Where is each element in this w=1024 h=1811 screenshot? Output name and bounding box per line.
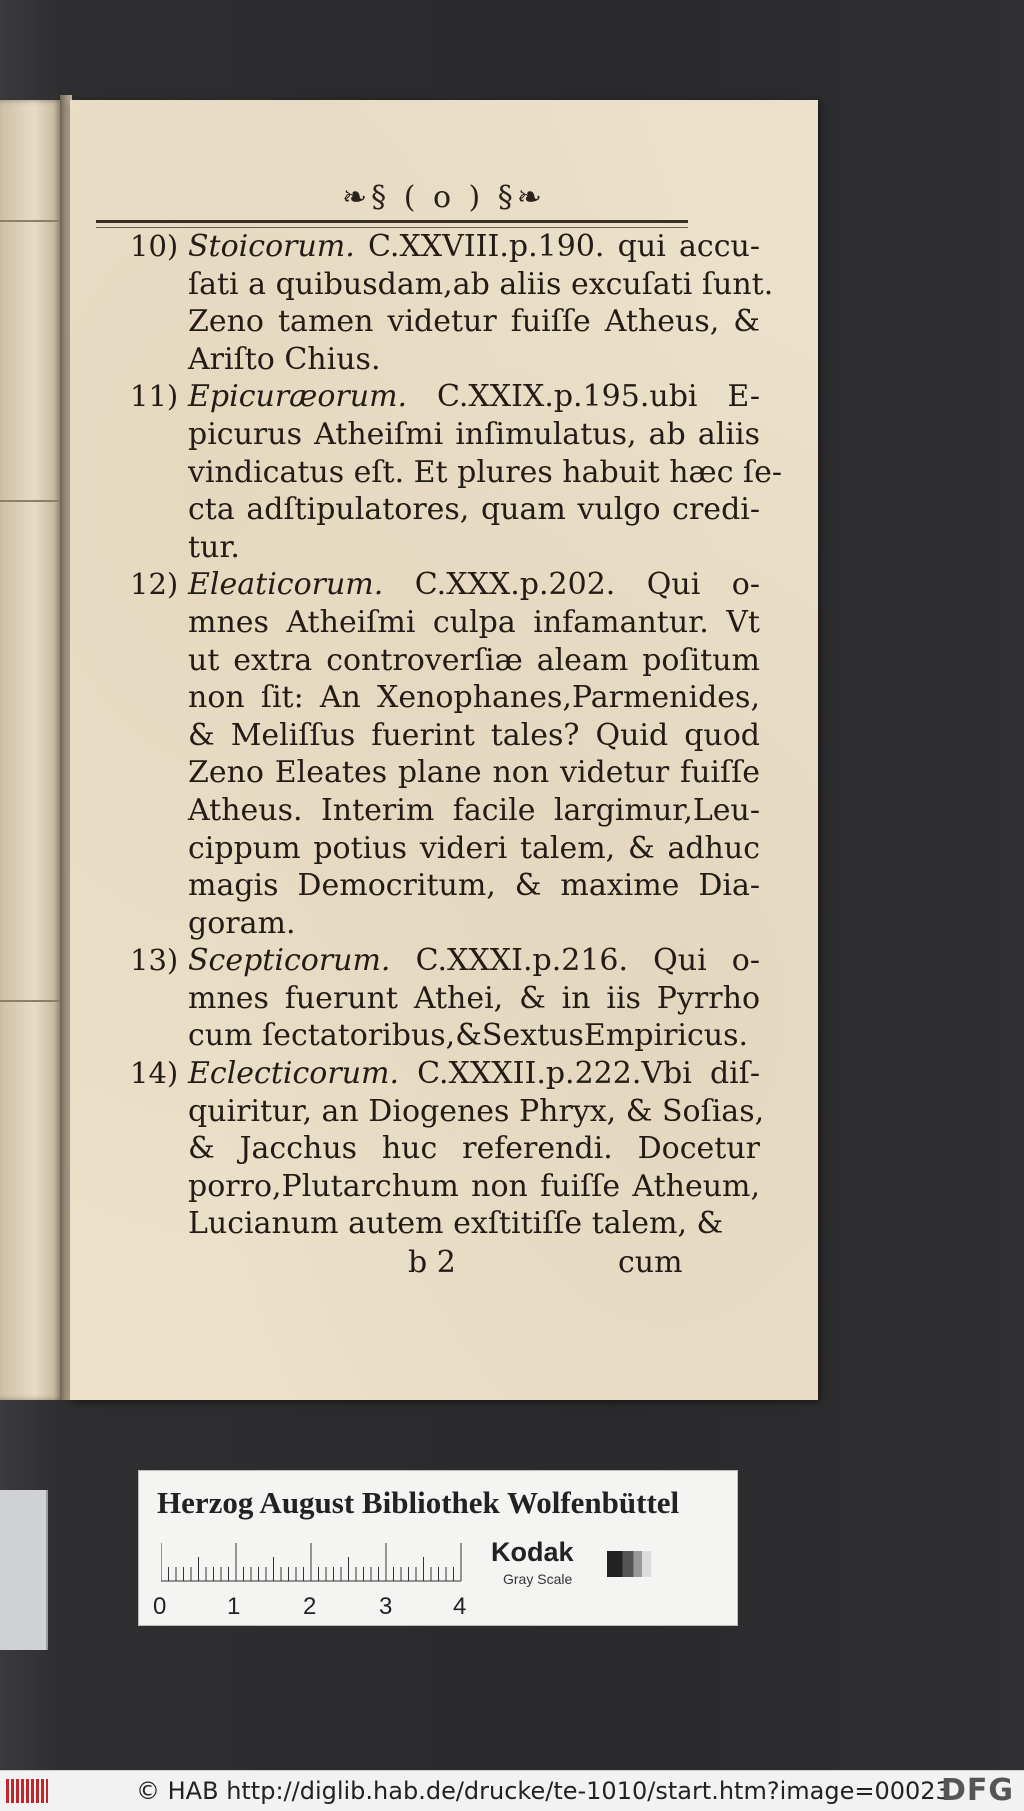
text-line: vindicatus eſt. Et plures habuit hæc ſe- — [188, 454, 783, 490]
footer-copyright-link[interactable]: © HAB http://diglib.hab.de/drucke/te-1010/start.htm?image=00023 — [136, 1777, 951, 1805]
entry-number: 10) — [130, 229, 179, 263]
text-line: non ſit: An Xenophanes,Parmenides, — [188, 680, 760, 716]
entry-text: C.XXXII.p.222.Vbi diſ- — [399, 1056, 760, 1092]
scale-number: 3 — [379, 1593, 393, 1620]
previous-page-sliver — [0, 1490, 48, 1650]
page-header-ornament: ❧§ ( o ) §❧ — [342, 180, 546, 215]
book-page — [70, 100, 818, 1400]
entry-number: 13) — [130, 943, 179, 978]
entry — [130, 942, 760, 1055]
card-institution: Herzog August Bibliothek Wolfenbüttel — [157, 1485, 680, 1520]
entry-number: 12) — [130, 567, 179, 602]
text-line: mnes Atheiſmi culpa infamantur. Vt — [188, 604, 760, 640]
entry-text: C.XXXI.p.216. Qui o- — [390, 943, 760, 979]
header-rule — [96, 220, 688, 223]
scale-number: 2 — [303, 1593, 317, 1620]
entry — [130, 566, 760, 942]
text-line: Atheus. Interim facile largimur,Leu- — [188, 792, 760, 828]
text-line: ſati a quibusdam,ab aliis excuſati ſunt. — [188, 266, 774, 302]
text-line: cta adſtipulatores, quam vulgo credi- — [188, 492, 760, 528]
entry-title: Epicuræorum. — [188, 379, 408, 415]
entry — [130, 378, 783, 566]
hab-logo-icon — [6, 1779, 48, 1803]
text-line: Lucianum autem exſtitiſſe talem, & — [188, 1206, 724, 1242]
text-line: ut extra controverſiæ aleam poſitum — [188, 642, 760, 678]
text-line: magis Democritum, & maxime Dia- — [188, 868, 760, 904]
text-line — [188, 378, 760, 416]
text-line — [188, 942, 760, 980]
entry-title: Eclecticorum. — [188, 1056, 400, 1092]
scale-number: 1 — [227, 1593, 241, 1620]
text-line: cum ſectatoribus,&SextusEmpiricus. — [188, 1018, 749, 1054]
entry-title: Stoicorum. — [188, 229, 355, 264]
text-line: Zeno Eleates plane non videtur fuiſſe — [188, 755, 760, 791]
text-line: porro,Plutarchum non fuiſſe Atheum, — [188, 1168, 760, 1204]
entry-text: C.XXVIII.p.190. qui accu- — [354, 229, 760, 264]
entry-text: C.XXIX.p.195.ubi E- — [407, 379, 760, 415]
entry-number: 11) — [130, 379, 179, 414]
text-line — [188, 228, 760, 266]
entry-title: Eleaticorum. — [188, 567, 384, 603]
previous-pages-edge — [0, 100, 62, 1400]
dfg-logo: DFG — [940, 1773, 1014, 1808]
text-line: tur. — [188, 529, 240, 565]
gray-scale-label: Gray Scale — [503, 1571, 573, 1587]
text-line — [188, 1055, 760, 1093]
text-line: picurus Atheiſmi inſimulatus, ab aliis — [188, 416, 760, 452]
catchword: cum — [618, 1245, 683, 1280]
text-line: & Jacchus huc referendi. Docetur — [188, 1131, 760, 1167]
scale-number: 0 — [153, 1593, 167, 1620]
text-line: Ariſto Chius. — [188, 341, 381, 377]
footer-bar — [0, 1770, 1024, 1811]
text-line: mnes fuerunt Athei, & in iis Pyrrho — [188, 980, 760, 1016]
color-calibration-card — [138, 1470, 738, 1626]
text-line: & Meliſſus fuerint tales? Quid quod — [188, 717, 760, 753]
page-text — [130, 228, 783, 1243]
text-line: Zeno tamen videtur fuiſſe Atheus, & — [188, 304, 760, 340]
entry-title: Scepticorum. — [188, 943, 391, 979]
text-line: goram. — [188, 905, 296, 941]
entry — [130, 228, 774, 378]
kodak-logo: Kodak — [491, 1537, 574, 1567]
gray-swatch — [607, 1551, 651, 1577]
text-line: quiritur, an Diogenes Phryx, & Soſias, — [188, 1093, 765, 1129]
signature-mark: b 2 — [408, 1245, 456, 1280]
scale-number: 4 — [453, 1593, 467, 1620]
entry-text: C.XXX.p.202. Qui o- — [383, 567, 760, 603]
text-line: cippum potius videri talem, & adhuc — [188, 830, 760, 866]
entry-number: 14) — [130, 1056, 179, 1091]
text-line — [188, 566, 760, 604]
entry — [130, 1055, 765, 1243]
